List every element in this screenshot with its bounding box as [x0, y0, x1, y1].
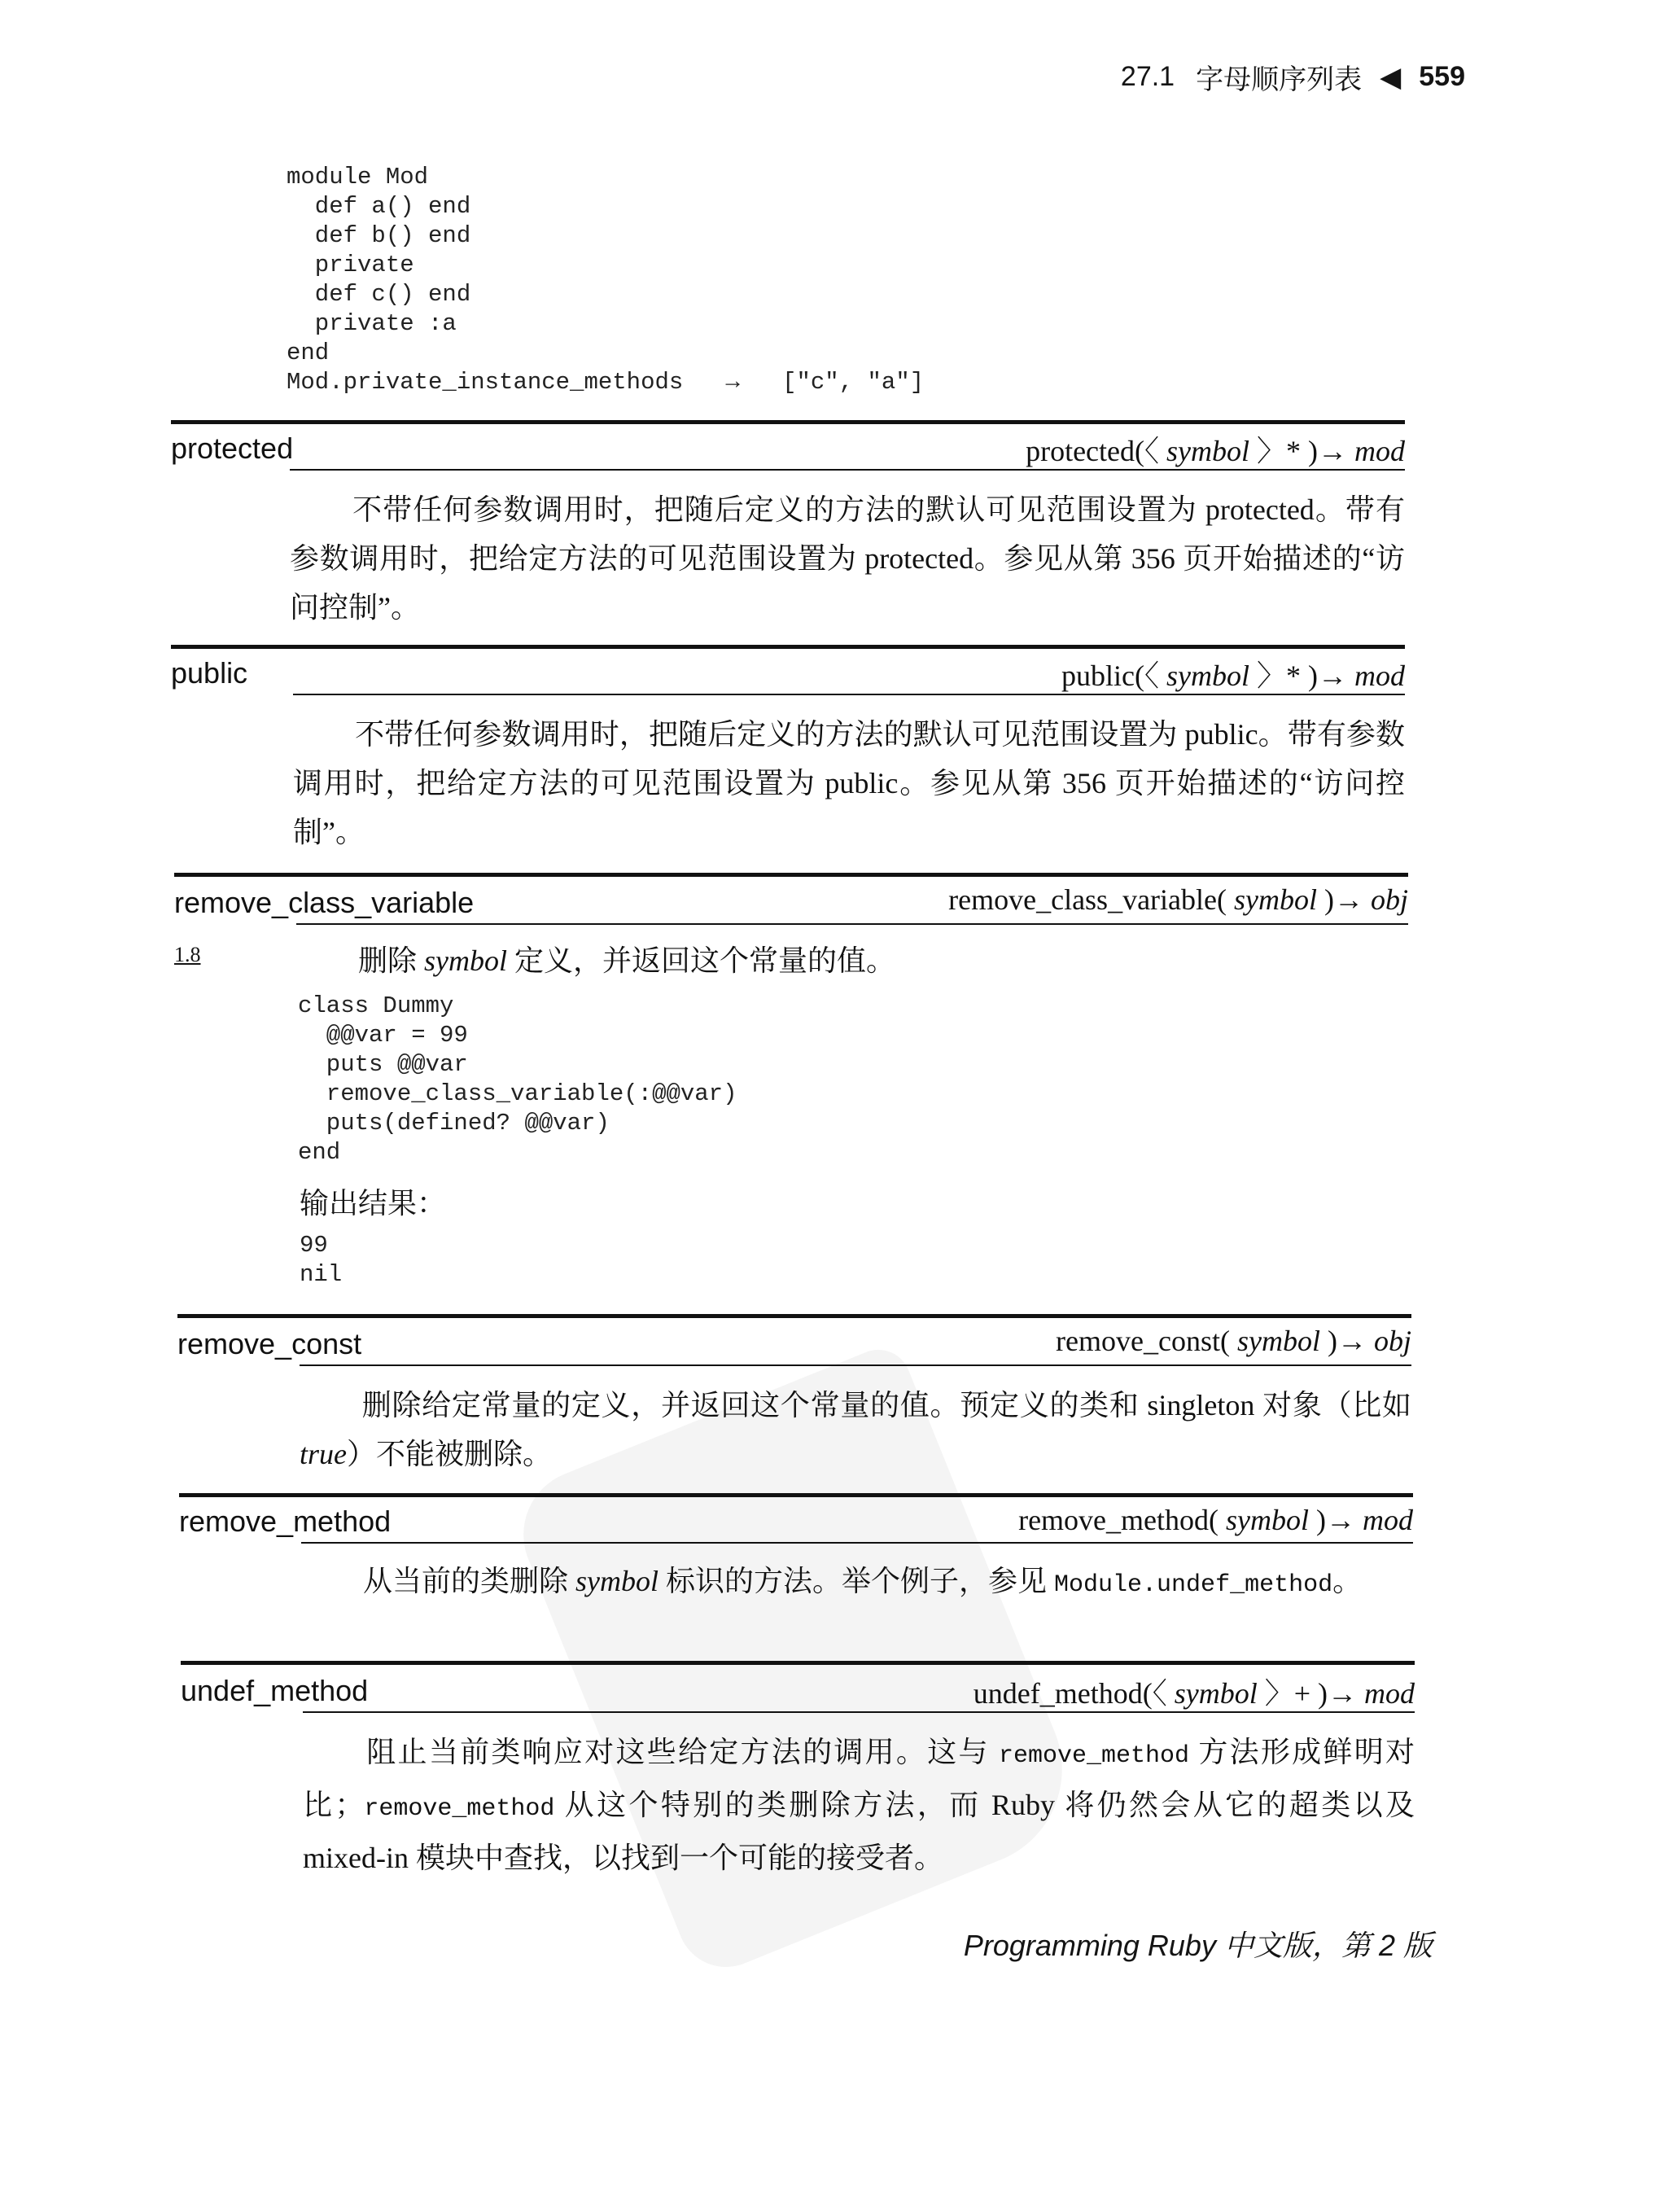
running-header	[1058, 57, 1465, 98]
entry-rule-top	[174, 873, 1408, 877]
description-remove-class-variable: 删除 symbol 定义，并返回这个常量的值。	[358, 944, 896, 977]
description-remove-method: 从当前的类删除 symbol 标识的方法。举个例子，参见 Module.undef_method。	[363, 1565, 1363, 1599]
method-signature-remove-class-variable: remove_class_variable( symbol )→ obj	[948, 883, 1408, 916]
page-marker-icon: ◀	[1380, 61, 1402, 93]
method-name-remove-method: remove_method	[179, 1505, 392, 1538]
entry-rule-top	[179, 1493, 1413, 1497]
version-marker: 1.8	[174, 943, 201, 966]
entry-rule-top	[177, 1314, 1411, 1318]
description-remove-const: 删除给定常量的定义，并返回这个常量的值。预定义的类和 singleton 对象（比如 true）不能被删除。	[300, 1389, 1411, 1470]
code-block-remove-class-variable: class Dummy @@var = 99 puts @@var remove_class_variable(:@@var) puts(defined? @@var) end	[298, 992, 737, 1166]
book-footer: Programming Ruby 中文版，第 2 版	[963, 1929, 1433, 1962]
entry-rule-top	[171, 645, 1405, 649]
section-title: 字母顺序列表	[1196, 64, 1363, 95]
method-signature-remove-method: remove_method( symbol )→ mod	[1018, 1504, 1413, 1536]
method-name-remove-class-variable: remove_class_variable	[174, 886, 475, 919]
output-block: 99 nil	[300, 1232, 343, 1288]
output-label: 输出结果：	[300, 1187, 447, 1220]
page-number: 559	[1419, 61, 1465, 92]
method-name-remove-const: remove_const	[177, 1327, 362, 1360]
method-signature-public: public(〈 symbol 〉* )→ mod	[1061, 659, 1405, 692]
method-name-undef-method: undef_method	[181, 1674, 369, 1707]
method-signature-undef-method: undef_method(〈 symbol 〉+ )→ mod	[973, 1677, 1415, 1710]
entry-rule-bottom	[296, 923, 1408, 925]
section-number: 27.1	[1120, 61, 1175, 92]
entry-rule-bottom	[300, 1364, 1411, 1366]
method-signature-remove-const: remove_const( symbol )→ obj	[1056, 1325, 1411, 1357]
method-name-protected: protected	[171, 431, 294, 465]
method-name-public: public	[171, 656, 248, 690]
entry-rule-bottom	[293, 694, 1405, 695]
entry-rule-bottom	[301, 1542, 1413, 1544]
entry-rule-bottom	[290, 469, 1405, 471]
code-block-private: module Mod def a() end def b() end private def c() end private :a end Mod.private_instance_methods → ["c", "a"]	[287, 164, 925, 396]
entry-rule-top	[181, 1661, 1415, 1665]
description-protected: 不带任何参数调用时，把随后定义的方法的默认可见范围设置为 protected。带有参数调用时，把给定方法的可见范围设置为 protected。参见从第 356 页开始描述的“访问控制”。	[290, 493, 1405, 624]
method-signature-protected: protected(〈 symbol 〉* )→ mod	[1026, 435, 1405, 467]
entry-rule-top	[171, 420, 1405, 424]
entry-rule-bottom	[303, 1711, 1415, 1713]
description-undef-method: 阻止当前类响应对这些给定方法的调用。这与 remove_method 方法形成鲜明对比；remove_method 从这个特别的类删除方法，而 Ruby 将仍然会从它的超类以及 mixed-in 模块中查找，以找到一个可能的接受者。	[303, 1736, 1415, 1874]
description-public: 不带任何参数调用时，把随后定义的方法的默认可见范围设置为 public。带有参数调用时，把给定方法的可见范围设置为 public。参见从第 356 页开始描述的“访问控制”。	[293, 718, 1405, 848]
